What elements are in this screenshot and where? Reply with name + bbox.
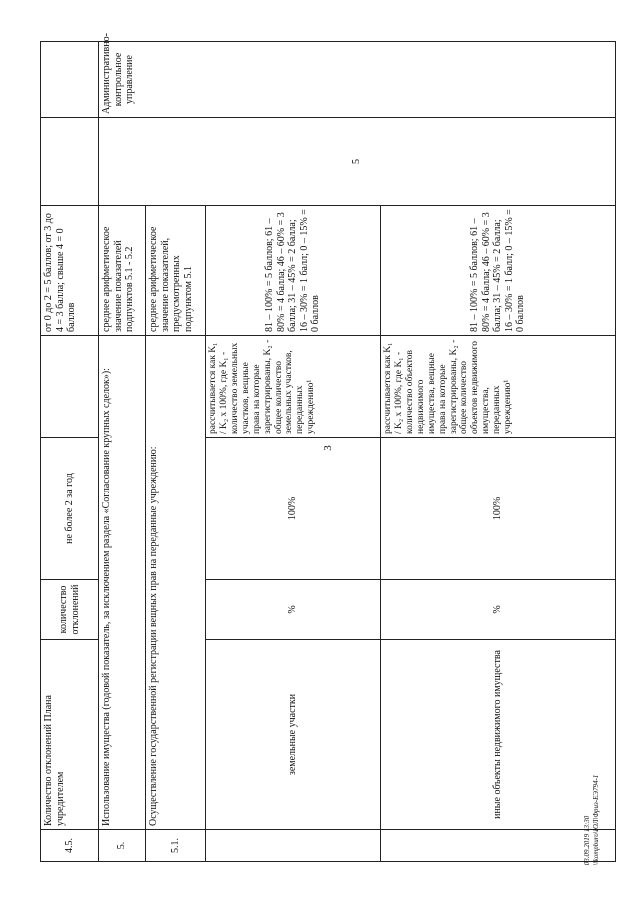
table-row-4-5: [41, 42, 99, 862]
empty-number-cell: [381, 830, 616, 862]
indicator-name: Осуществление государственной регистрации вещных прав на переданные учреждению:: [146, 336, 206, 830]
method-cell: рассчитывается как K₁ / K₂ x 100%, где K₁ - количество объектов недвижимого имущества, вещные права на которые зарегистрированы, K₂ - общее количество объектов недвижимого имущества, переданных учреждению¹: [381, 336, 616, 438]
page-number: 3: [322, 445, 334, 451]
responsible-cell: [41, 42, 99, 118]
rotated-table-wrapper: [40, 33, 615, 862]
unit-cell: количество отклонений: [41, 580, 99, 640]
score-cell: среднее арифметическое значение показателей подпунктов 5.1 - 5.2: [99, 206, 146, 336]
footer-date: 03.09.2019 13:30: [582, 815, 591, 866]
row-number: 5.1.: [146, 830, 206, 862]
indicator-name: земельные участки: [206, 640, 381, 830]
method-cell: [41, 336, 99, 438]
unit-cell: %: [381, 580, 616, 640]
score-cell: среднее арифметическое значение показателей, предусмотренных подпунктом 5.1: [146, 206, 206, 336]
footer-path: \\kompburo\ЮЛ\Фриз-ЕЭ794-1: [592, 774, 600, 866]
indicator-name: иные объекты недвижимого имущества: [381, 640, 616, 830]
row-number: 4.5.: [41, 830, 99, 862]
score-cell: 81 – 100% = 5 баллов; 61 – 80% = 4 балла; 46 – 60% = 3 балла; 31 – 45% = 2 балла; 16 – 30% = 1 балл; 0 – 15% = 0 баллов: [381, 206, 616, 336]
target-cell: 100%: [381, 438, 616, 580]
target-cell: 100%: [206, 438, 381, 580]
table-row-5: [99, 42, 146, 862]
weight-cell: [41, 118, 99, 206]
footer-stamp: [583, 775, 601, 866]
criteria-table: [40, 33, 616, 862]
unit-cell: %: [206, 580, 381, 640]
responsible-cell: Административно-контрольное управление: [99, 42, 616, 118]
weight-cell: 5: [99, 118, 616, 206]
score-cell: 81 – 100% = 5 баллов; 61 – 80% = 4 балла; 46 – 60% = 3 балла; 31 – 45% = 2 балла; 16 – 30% = 1 балл; 0 – 15% = 0 баллов: [206, 206, 381, 336]
indicator-name: Использование имущества (годовой показатель, за исключением раздела «Согласование крупных сделок»):: [99, 336, 146, 830]
method-cell: рассчитывается как K₁ / K₂ x 100%, где K₁ - количество земельных участков, вещные права на которые зарегистрированы, K₂ - общее количество земельных участков, переданных учреждению¹: [206, 336, 381, 438]
empty-number-cell: [206, 830, 381, 862]
target-cell: не более 2 за год: [41, 438, 99, 580]
score-cell: от 0 до 2 = 5 баллов; от 3 до 4 = 3 балла; свыше 4 = 0 баллов: [41, 206, 99, 336]
indicator-name: Количество отклонений Плана учредителем: [41, 640, 99, 830]
row-number: 5.: [99, 830, 146, 862]
